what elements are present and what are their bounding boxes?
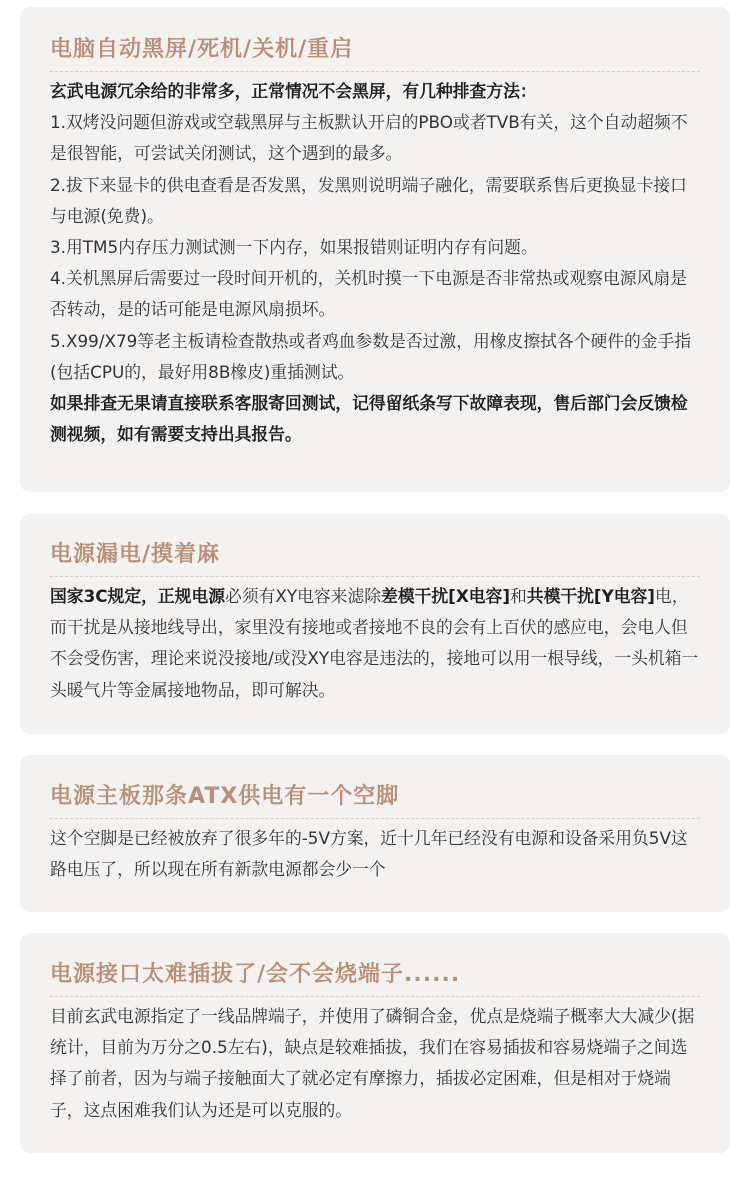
text-run: 和	[510, 586, 527, 606]
card-divider	[50, 818, 700, 819]
list-item: 2.拔下来显卡的供电查看是否发黑，发黑则说明端子融化，需要联系售后更换显卡接口与电源(免费)。	[50, 174, 687, 226]
card-title: 电脑自动黑屏/死机/关机/重启	[50, 37, 354, 62]
card-title: 电源接口太难插拔了/会不会烧端子......	[50, 962, 461, 987]
text-run-bold: 差模干扰[X电容]	[381, 586, 510, 606]
text-run-bold: 共模干扰[Y电容]	[526, 586, 655, 606]
card-body	[50, 76, 700, 450]
text-run: 必须有XY电容来滤除	[225, 586, 382, 606]
card-outro: 如果排查无果请直接联系客服寄回测试，记得留纸条写下故障表现，售后部门会反馈检测视频，如有需要支持出具报告。	[50, 393, 688, 445]
faq-card-atx-pin	[20, 755, 730, 912]
card-paragraph: 目前玄武电源指定了一线品牌端子，并使用了磷铜合金，优点是烧端子概率大大减少(据统计，目前为万分之0.5左右)，缺点是较难插拔，我们在容易插拔和容易烧端子之间选择了前者，因为与端子接触面大了就必定有摩擦力，插拔必定困难，但是相对于烧端子，这点困难我们认为还是可以克服的。	[50, 1006, 695, 1120]
list-item: 4.关机黑屏后需要过一段时间开机的，关机时摸一下电源是否非常热或观察电源风扇是否转动，是的话可能是电源风扇损坏。	[50, 268, 687, 320]
text-run: 电，而干扰是从接地线导出，家里没有接地或者接地不良的会有上百伏的感应电，会电人但不会受伤害，理论来说没接地/或没XY电容是违法的，接地可以用一根导线，一头机箱一头暖气片等金属接地物品，即可解决。	[50, 586, 699, 700]
card-intro: 玄武电源冗余给的非常多，正常情况不会黑屏，有几种排查方法：	[50, 81, 537, 101]
card-title: 电源主板那条ATX供电有一个空脚	[50, 784, 400, 809]
faq-card-blackscreen	[20, 7, 730, 492]
card-body	[50, 581, 700, 706]
list-item: 1.双烤没问题但游戏或空载黑屏与主板默认开启的PBO或者TVB有关，这个自动超频不是很智能，可尝试关闭测试，这个遇到的最多。	[50, 112, 688, 164]
card-paragraph	[50, 581, 700, 706]
faq-card-connector	[20, 933, 730, 1153]
list-item: 3.用TM5内存压力测试测一下内存，如果报错则证明内存有问题。	[50, 237, 538, 258]
text-run-bold: 国家3C规定，正规电源	[50, 586, 226, 606]
card-title: 电源漏电/摸着麻	[50, 542, 221, 567]
faq-card-leakage	[20, 514, 730, 734]
card-body	[50, 823, 700, 885]
list-item: 5.X99/X79等老主板请检查散热或者鸡血参数是否过激，用橡皮擦拭各个硬件的金手指(包括CPU的，最好用8B橡皮)重插测试。	[50, 330, 692, 382]
card-paragraph: 这个空脚是已经被放弃了很多年的-5V方案，近十几年已经没有电源和设备采用负5V这路电压了，所以现在所有新款电源都会少一个	[50, 828, 688, 880]
card-divider	[50, 996, 700, 997]
card-body	[50, 1001, 700, 1126]
card-divider	[50, 576, 700, 577]
card-divider	[50, 71, 700, 72]
